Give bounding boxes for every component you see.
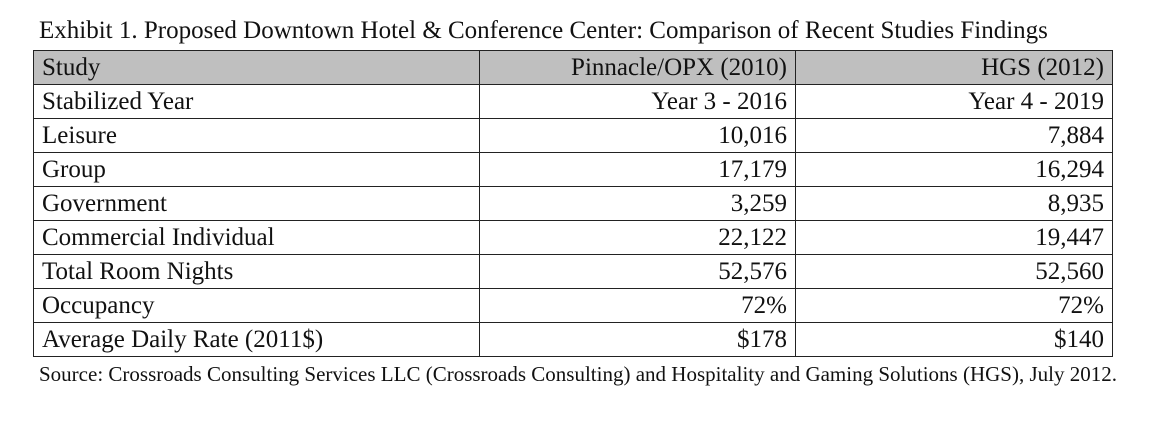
pinnacle-value: 17,179 bbox=[480, 153, 796, 187]
header-hgs: HGS (2012) bbox=[796, 51, 1113, 85]
pinnacle-value: 10,016 bbox=[480, 119, 796, 153]
row-label: Stabilized Year bbox=[34, 85, 480, 119]
exhibit bbox=[33, 12, 1118, 389]
pinnacle-value: Year 3 - 2016 bbox=[480, 85, 796, 119]
source-note: Source: Crossroads Consulting Services LLC (Crossroads Consulting) and Hospitality and Gaming Solutions (HGS), July 2012. bbox=[39, 362, 1117, 386]
hgs-value: 16,294 bbox=[796, 153, 1113, 187]
header-pinnacle: Pinnacle/OPX (2010) bbox=[480, 51, 796, 85]
row-label: Average Daily Rate (2011$) bbox=[34, 323, 480, 357]
hgs-value: 8,935 bbox=[796, 187, 1113, 221]
hgs-value: 52,560 bbox=[796, 255, 1113, 289]
pinnacle-value: 22,122 bbox=[480, 221, 796, 255]
table-header-row bbox=[34, 51, 1113, 85]
hgs-value: $140 bbox=[796, 323, 1113, 357]
hgs-value: 7,884 bbox=[796, 119, 1113, 153]
table-row bbox=[34, 85, 1113, 119]
row-label: Government bbox=[34, 187, 480, 221]
pinnacle-value: 52,576 bbox=[480, 255, 796, 289]
table-row bbox=[34, 153, 1113, 187]
hgs-value: Year 4 - 2019 bbox=[796, 85, 1113, 119]
hgs-value: 19,447 bbox=[796, 221, 1113, 255]
comparison-table bbox=[33, 50, 1113, 357]
pinnacle-value: $178 bbox=[480, 323, 796, 357]
row-label: Leisure bbox=[34, 119, 480, 153]
row-label: Total Room Nights bbox=[34, 255, 480, 289]
table-row bbox=[34, 255, 1113, 289]
table-row bbox=[34, 119, 1113, 153]
table-row bbox=[34, 289, 1113, 323]
pinnacle-value: 3,259 bbox=[480, 187, 796, 221]
table-row bbox=[34, 187, 1113, 221]
table-row bbox=[34, 221, 1113, 255]
header-study: Study bbox=[34, 51, 480, 85]
row-label: Occupancy bbox=[34, 289, 480, 323]
row-label: Group bbox=[34, 153, 480, 187]
pinnacle-value: 72% bbox=[480, 289, 796, 323]
table-row bbox=[34, 323, 1113, 357]
exhibit-title: Exhibit 1. Proposed Downtown Hotel & Conference Center: Comparison of Recent Studies Findings bbox=[39, 17, 1048, 44]
hgs-value: 72% bbox=[796, 289, 1113, 323]
row-label: Commercial Individual bbox=[34, 221, 480, 255]
